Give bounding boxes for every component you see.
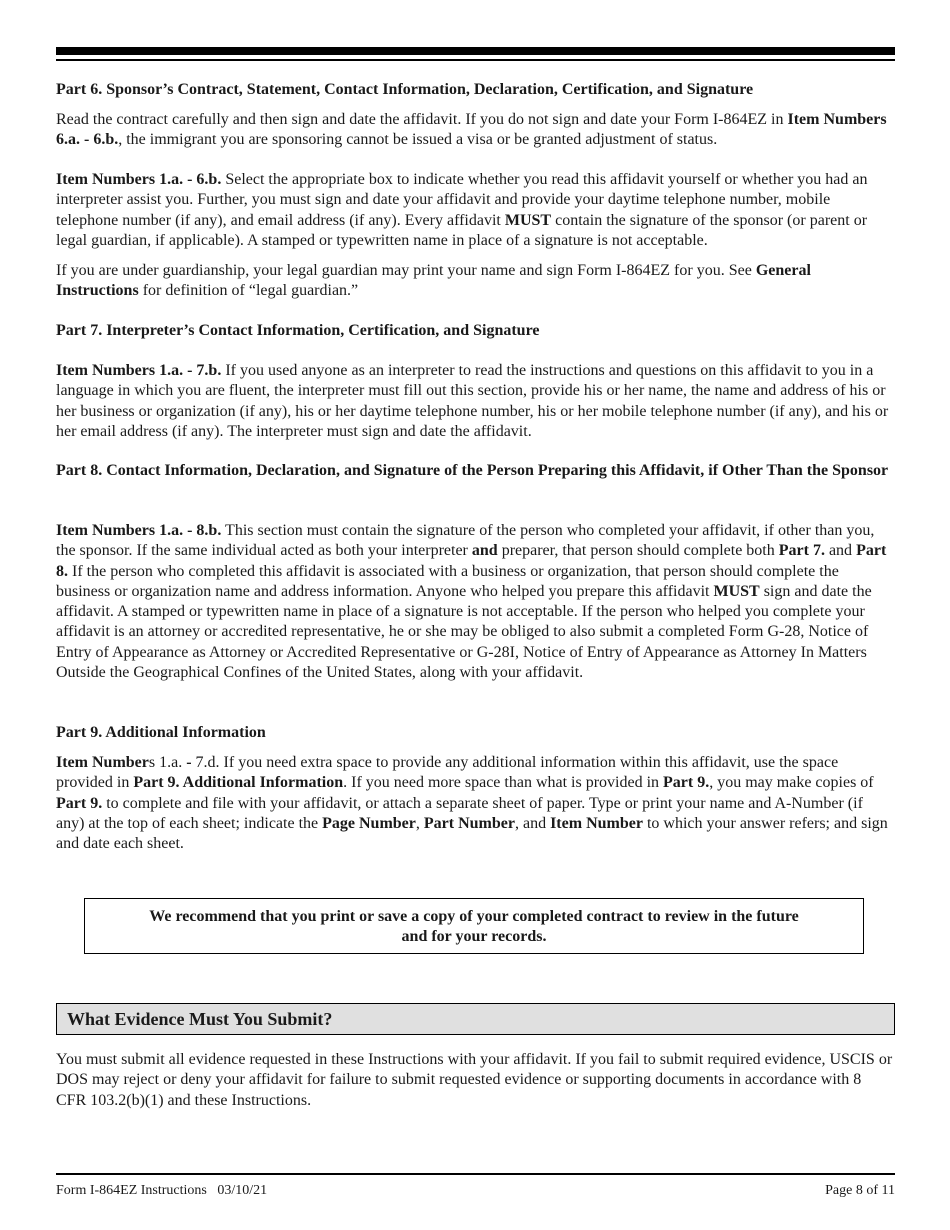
part6-heading: Part 6. Sponsor’s Contract, Statement, Contact Information, Declaration, Certification, and Signature: [56, 81, 754, 98]
part6-paragraph-3: If you are under guardianship, your legal guardian may print your name and sign Form I-864EZ for you. See General Instructions for definition of “legal guardian.”: [56, 262, 811, 300]
part6-paragraph-2: Item Numbers 1.a. - 6.b. Select the appropriate box to indicate whether you read this affidavit yourself or whether you had an interpreter assist you. Further, you must sign and date your affidavit and provide your daytime telephone number, mobile telephone number (if any), and email address (if any). Every affidavit MUST contain the signature of the sponsor (or parent or legal guardian, if applicable). A stamped or typewritten name in place of a signature is not acceptable.: [56, 171, 868, 249]
part7-paragraph-1: Item Numbers 1.a. - 7.b. If you used anyone as an interpreter to read the instructions and questions on this affidavit to you in a language in which you are fluent, the interpreter must fill out this section, provide his or her name, the name and address of his or her business or organization (if any), his or her daytime telephone number, his or her mobile telephone number (if any), and his or her email address (if any). The interpreter must sign and date the affidavit.: [56, 362, 889, 440]
header-rule-thick: [56, 47, 895, 55]
part6-paragraph-1: Read the contract carefully and then sign and date the affidavit. If you do not sign and date your Form I-864EZ in Item Numbers 6.a. - 6.b., the immigrant you are sponsoring cannot be issued a visa or be granted adjustment of status.: [56, 111, 887, 149]
evidence-section-heading: What Evidence Must You Submit?: [56, 1003, 895, 1035]
part9-heading: Part 9. Additional Information: [56, 724, 266, 741]
footer-form-id: Form I-864EZ Instructions 03/10/21: [56, 1183, 268, 1198]
callout-line-2: and for your records.: [401, 928, 547, 946]
part8-heading: Part 8. Contact Information, Declaration, and Signature of the Person Preparing this Affidavit, if Other Than the Sponsor: [56, 462, 889, 479]
callout-line-1: We recommend that you print or save a copy of your completed contract to review in the future: [149, 908, 799, 925]
footer-rule: [56, 1173, 895, 1175]
evidence-paragraph-1: You must submit all evidence requested in these Instructions with your affidavit. If you fail to submit required evidence, USCIS or DOS may reject or deny your affidavit for failure to submit requested evidence or supporting documents in accordance with 8 CFR 103.2(b)(1) and these Instructions.: [56, 1051, 893, 1109]
document-page: [56, 0, 895, 1230]
header-rule-thin: [56, 59, 895, 61]
part8-paragraph-1: Item Numbers 1.a. - 8.b. This section must contain the signature of the person who completed your affidavit, if other than you, the sponsor. If the same individual acted as both your interpreter and preparer, that person should complete both Part 7. and Part 8. If the person who completed this affidavit is associated with a business or organization, that person should complete the business or organization name and address information. Anyone who helped you prepare this affidavit MUST sign and date the affidavit. A stamped or typewritten name in place of a signature is not acceptable. If the person who helped you complete your affidavit is an attorney or accredited representative, he or she may be obliged to also submit a completed Form G-28, Notice of Entry of Appearance as Attorney or Accredited Representative or G-28I, Notice of Entry of Appearance as Attorney In Matters Outside the Geographical Confines of the United States, along with your affidavit.: [56, 522, 887, 682]
footer-page-number: Page 8 of 11: [825, 1183, 895, 1198]
recommendation-callout: [84, 898, 864, 954]
part7-heading: Part 7. Interpreter’s Contact Information, Certification, and Signature: [56, 322, 540, 339]
part9-paragraph-1: Item Numbers 1.a. - 7.d. If you need extra space to provide any additional information within this affidavit, use the space provided in Part 9. Additional Information. If you need more space than what is provided in Part 9., you may make copies of Part 9. to complete and file with your affidavit, or attach a separate sheet of paper. Type or print your name and A-Number (if any) at the top of each sheet; indicate the Page Number, Part Number, and Item Number to which your answer refers; and sign and date each sheet.: [56, 754, 888, 853]
